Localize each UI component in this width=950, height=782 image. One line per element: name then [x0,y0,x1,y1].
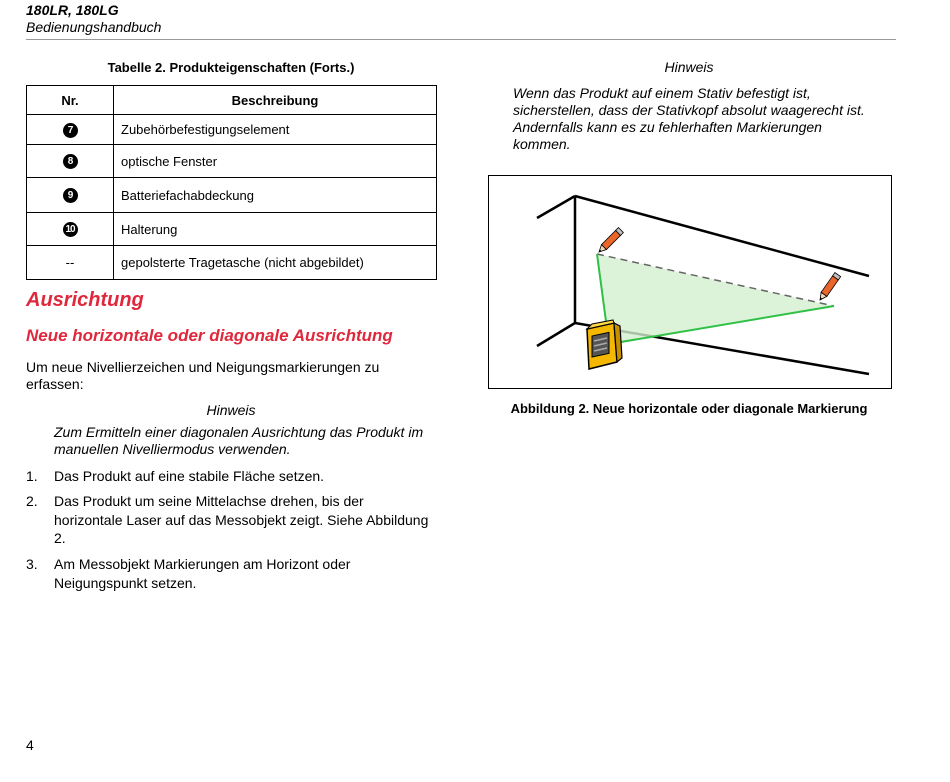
section-subheading: Neue horizontale oder diagonale Ausrichtung [26,326,393,345]
properties-table [26,85,437,280]
step-text: Am Messobjekt Markierungen am Horizont oder Neigungspunkt setzen. [54,556,351,591]
number-badge-icon: 8 [63,154,78,169]
number-badge-icon: 9 [63,188,78,203]
table-row [27,213,437,246]
laser-marking-illustration [489,176,891,388]
note-title-left: Hinweis [206,402,256,418]
row-description: Batteriefachabdeckung [114,178,437,213]
table-caption: Tabelle 2. Produkteigenschaften (Forts.) [107,60,355,75]
table-header-row [27,86,437,115]
list-item [26,555,434,592]
note-title-right: Hinweis [664,59,714,75]
section-heading: Ausrichtung [26,289,144,311]
row-number-cell [27,178,114,213]
column-header-nr: Nr. [27,86,114,115]
list-item [26,467,434,486]
row-description: gepolsterte Tragetasche (nicht abgebildet) [114,246,437,280]
row-description: Halterung [114,213,437,246]
number-badge-icon: 7 [63,123,78,138]
list-item [26,492,434,548]
floor-left-edge [537,323,575,346]
page-number: 4 [26,737,34,753]
row-description: optische Fenster [114,145,437,178]
header-title: 180LR, 180LG [26,2,119,18]
table-row [27,115,437,145]
table-row [27,145,437,178]
step-number: 1. [26,468,38,484]
row-number-cell [27,213,114,246]
wall-top-left-edge [537,196,575,218]
column-header-description: Beschreibung [114,86,437,115]
row-number-cell: -- [27,246,114,280]
figure-caption: Abbildung 2. Neue horizontale oder diagonale Markierung [510,401,868,416]
note-body-left: Zum Ermitteln einer diagonalen Ausrichtung das Produkt im manuellen Nivelliermodus verwenden. [54,424,424,457]
number-badge-icon: 10 [63,222,78,237]
intro-text: Um neue Nivellierzeichen und Neigungsmarkierungen zu erfassen: [26,359,380,392]
pencil-icon [817,273,841,302]
figure-illustration [488,175,892,389]
step-text: Das Produkt auf eine stabile Fläche setzen. [54,468,325,484]
laser-plane-fill [597,254,834,344]
header-rule [26,39,896,40]
step-number: 2. [26,493,38,509]
header-subtitle: Bedienungshandbuch [26,19,162,35]
note-body-right: Wenn das Produkt auf einem Stativ befestigt ist, sicherstellen, dass der Stativkopf absolut waagerecht ist. Andernfalls kann es zu fehlerhaften Markierungen kommen. [513,85,865,152]
table-row [27,178,437,213]
step-number: 3. [26,556,38,572]
row-description: Zubehörbefestigungselement [114,115,437,145]
row-number-cell [27,115,114,145]
pencil-icon [597,228,624,255]
laser-level-device-icon [587,320,622,369]
table-row [27,246,437,280]
row-number-cell [27,145,114,178]
step-text: Das Produkt um seine Mittelachse drehen, bis der horizontale Laser auf das Messobjekt zeigt. Siehe Abbildung 2. [54,493,429,546]
